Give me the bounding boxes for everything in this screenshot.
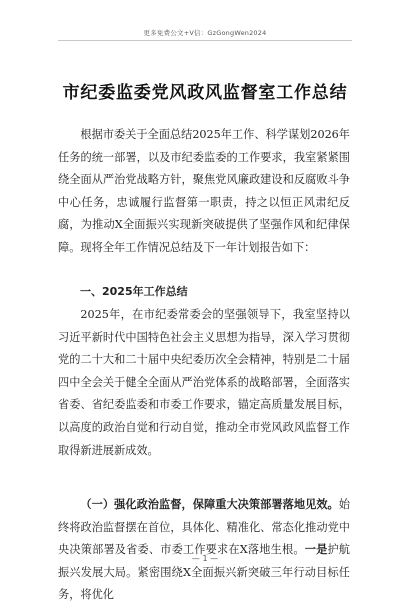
section-1-heading-block	[58, 281, 350, 304]
subsection-1-text-a: 始终将政治监督摆在首位，具体化、精准化、常态化推动党中央决策部署及省委、市委工作要求在X落地生根。	[58, 498, 350, 557]
subsection-1-emphasis: 一是	[304, 543, 328, 557]
subsection-1-title: （一）强化政治监督，保障重大决策部署落地见效。	[80, 498, 339, 511]
subsection-1-paragraph	[58, 494, 350, 607]
intro-block	[58, 124, 350, 260]
subsection-1-text-b: 护航振兴发展大局。紧密围绕X全面振兴新突破三年行动目标任务，将优化	[58, 543, 350, 602]
header-note: 更多免费公文+V信：GzGongWen2024	[143, 29, 267, 37]
section-1-heading: 一、2025年工作总结	[80, 285, 188, 298]
document-title: 市纪委监委党风政风监督室工作总结	[62, 83, 348, 103]
page-number: — 1 —	[191, 554, 219, 563]
section-1-paragraph: 2025年，在市纪委常委会的坚强领导下，我室坚持以习近平新时代中国特色社会主义思想为指导，深入学习贯彻党的二十大和二十届中央纪委历次全会精神，特别是二十届四中全会关于健全全面从严治党体系的战略部署，全面落实省委、省纪委监委和市委工作要求，锚定高质量发展目标，以高度的政治自觉和行动自觉，推动全市党风政风监督工作取得新进展新成效。	[58, 308, 350, 457]
header-divider	[58, 40, 352, 41]
intro-paragraph: 根据市委关于全面总结2025年工作、科学谋划2026年任务的统一部署，以及市纪委监委的工作要求，我室紧紧围绕全面从严治党战略方针，聚焦党风廉政建设和反腐败斗争中心任务，忠诚履行监督第一职责，持之以恒正风肃纪反腐，为推动X全面振兴实现新突破提供了坚强作风和纪律保障。现将全年工作情况总结及下一年计划报告如下：	[58, 128, 350, 254]
subsection-1-block	[58, 494, 350, 607]
section-1-block	[58, 304, 350, 462]
